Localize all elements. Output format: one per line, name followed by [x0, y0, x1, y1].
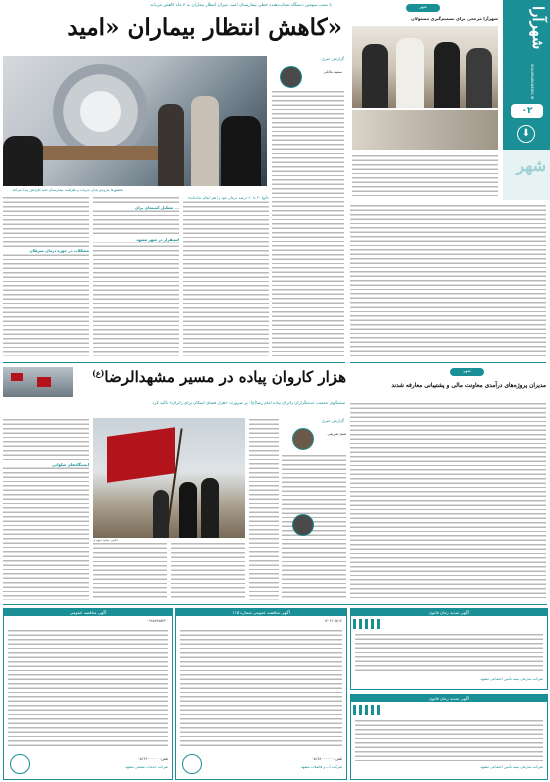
ad-box-4 — [350, 694, 548, 780]
ad-2-title: آگهی مناقصه عمومی شماره ۱۱۵ — [176, 609, 346, 616]
ad-3-title: آگهی تمدید زمان قانون — [351, 609, 547, 616]
divider — [3, 604, 547, 605]
caravan-avatar-2 — [292, 514, 314, 536]
machine-bed — [33, 146, 163, 160]
caravan-col-1 — [3, 418, 89, 600]
ad-2-text — [180, 629, 342, 749]
article-2-tag: شهر — [450, 368, 484, 376]
page-number-badge: ۰۲ — [511, 104, 543, 118]
honorific: (ع) — [92, 368, 105, 378]
person-3 — [221, 116, 261, 186]
caravan-photo — [93, 418, 245, 538]
pilgrim-2 — [201, 478, 219, 538]
photo-caption: تحقیق‌ها به‌‌زودی پایان‌ می‌یابد و ظرفیت بیمارستان امید افزایش پیدا می‌کند — [12, 188, 123, 192]
ad-1-text — [8, 629, 168, 749]
pull-quote: «آنها ۳۰ تا ۶۰ درصد درمان خود را هم انجام نداده‌اند» — [183, 196, 269, 200]
person-2 — [191, 96, 219, 186]
masthead — [503, 0, 550, 150]
caravan-thumbnail — [3, 367, 73, 397]
ad-2-phone: تلفن: ۰۵۱۳۸۰۰۰۰۰۰ — [311, 757, 342, 761]
ad-3-text — [355, 633, 543, 673]
ad-1-title: آگهی مناقصه عمومی — [4, 609, 172, 616]
photo-person-b — [396, 38, 424, 108]
arrow-down-icon: ⬇ — [517, 125, 535, 143]
divider — [3, 362, 345, 363]
article-1-lead: شهرآرا مرجعی برای تصمیم‌گیری مسئولان — [411, 16, 498, 21]
main-story-col-2 — [93, 196, 179, 356]
sub-head-2: استقرار در شهر مشهد — [93, 237, 179, 242]
site-url: SHAHRARANEWS.IR — [530, 64, 534, 100]
reporter-name: سمیه‌ مالکی — [323, 70, 342, 74]
caravan-headline-text: هزار کاروان پیاده در مسیر مشهدالرضا — [104, 368, 346, 386]
caravan-photo-credit: عکس: سعید شهیدی — [93, 538, 119, 542]
main-story-col-3 — [183, 196, 269, 356]
caravan-col-4 — [249, 418, 279, 600]
main-story-col-4 — [272, 90, 344, 356]
sub-head-1: تشکیل کمیته‌ای برای ... — [93, 205, 179, 210]
ad-box-1 — [3, 608, 173, 780]
photo-person-a — [362, 44, 388, 108]
ad-2-company: شرکت آب و فاضلاب مشهد — [301, 765, 342, 769]
ad-3-company: شرکت سازمان بیمه تأمین اجتماعی مشهد — [480, 677, 543, 681]
article-1-text — [352, 154, 498, 198]
pilgrim-3 — [153, 490, 169, 538]
ad-1-logo — [10, 754, 30, 774]
ad-1-number: ۰۹۱۵۸۹۷۵۴۲۰ — [146, 619, 168, 623]
caravan-subheadline: سخنگوی جمعیت خدمتگزاران زائران پیاده امام رضا(ع): بر ضرورت «هزار فضای اسکان برای زائران» تأکید کرد — [152, 400, 345, 405]
top-line: با نصب سومین دستگاه شتاب‌دهنده خطی بیمارستان امید، میزان انتظار بیماران به ۳ ماه کاهش می‌یابد — [150, 3, 332, 8]
right-article-1 — [348, 2, 500, 198]
machine-ring — [53, 64, 148, 159]
masthead-ornament: شهر — [503, 150, 550, 200]
photo-person-d — [466, 48, 492, 108]
main-byline: گزارش خبری — [321, 56, 344, 61]
photo-person-c — [434, 42, 460, 108]
ad-2-logo — [182, 754, 202, 774]
ad-4-company: شرکت سازمان بیمه تأمین اجتماعی مشهد — [480, 765, 543, 769]
ad-4-title: آگهی تمدید زمان قانون — [351, 695, 547, 702]
caravan-col-2 — [93, 542, 167, 600]
caravan-reporter-avatar — [292, 428, 314, 450]
ad-2-number: ۱۴۰۲/۰۵/۱۲ — [324, 619, 342, 623]
ad-4-stripe — [353, 705, 383, 715]
main-story-col-1 — [3, 196, 89, 356]
caravan-box-title: ایستگاه‌های صلواتی — [3, 462, 89, 467]
article-1-photo-2 — [352, 110, 498, 150]
article-1-photo — [352, 26, 498, 108]
article-2-title: مدیران پروژه‌های درآمدی معاونت مالی و پشتیبانی معارفه شدند — [391, 383, 546, 389]
person-4 — [3, 136, 43, 186]
ad-4-text — [355, 719, 543, 761]
main-story-photo — [3, 56, 267, 186]
ad-1-phone: تلفن: ۰۵۱۳۶۰۰۰۰۰۰ — [137, 757, 168, 761]
main-headline: کاهش انتظار بیماران «امید» — [67, 14, 342, 41]
person-1 — [158, 104, 184, 186]
ad-box-3 — [350, 608, 548, 690]
article-2-text-1 — [350, 402, 546, 600]
pilgrim-1 — [179, 482, 197, 538]
caravan-byline: گزارش خبری — [321, 418, 344, 423]
caravan-col-3 — [171, 542, 245, 600]
caravan-headline — [76, 368, 346, 386]
sub-head-3: مشکلات در حوزه درمان سرطان — [3, 248, 89, 253]
divider — [350, 362, 546, 363]
article-1-tag: شهر — [406, 4, 440, 12]
ad-1-company: شرکت خدمات صنعتی مشهد — [125, 765, 168, 769]
article-1-text-2 — [350, 204, 546, 356]
caravan-reporter-name: صنم شریفی — [327, 432, 346, 436]
brand-logo: شهرآرا — [529, 6, 547, 50]
reporter-avatar — [280, 66, 302, 88]
ad-3-stripe — [353, 619, 383, 629]
ad-box-2 — [175, 608, 347, 780]
red-flag — [107, 427, 175, 483]
